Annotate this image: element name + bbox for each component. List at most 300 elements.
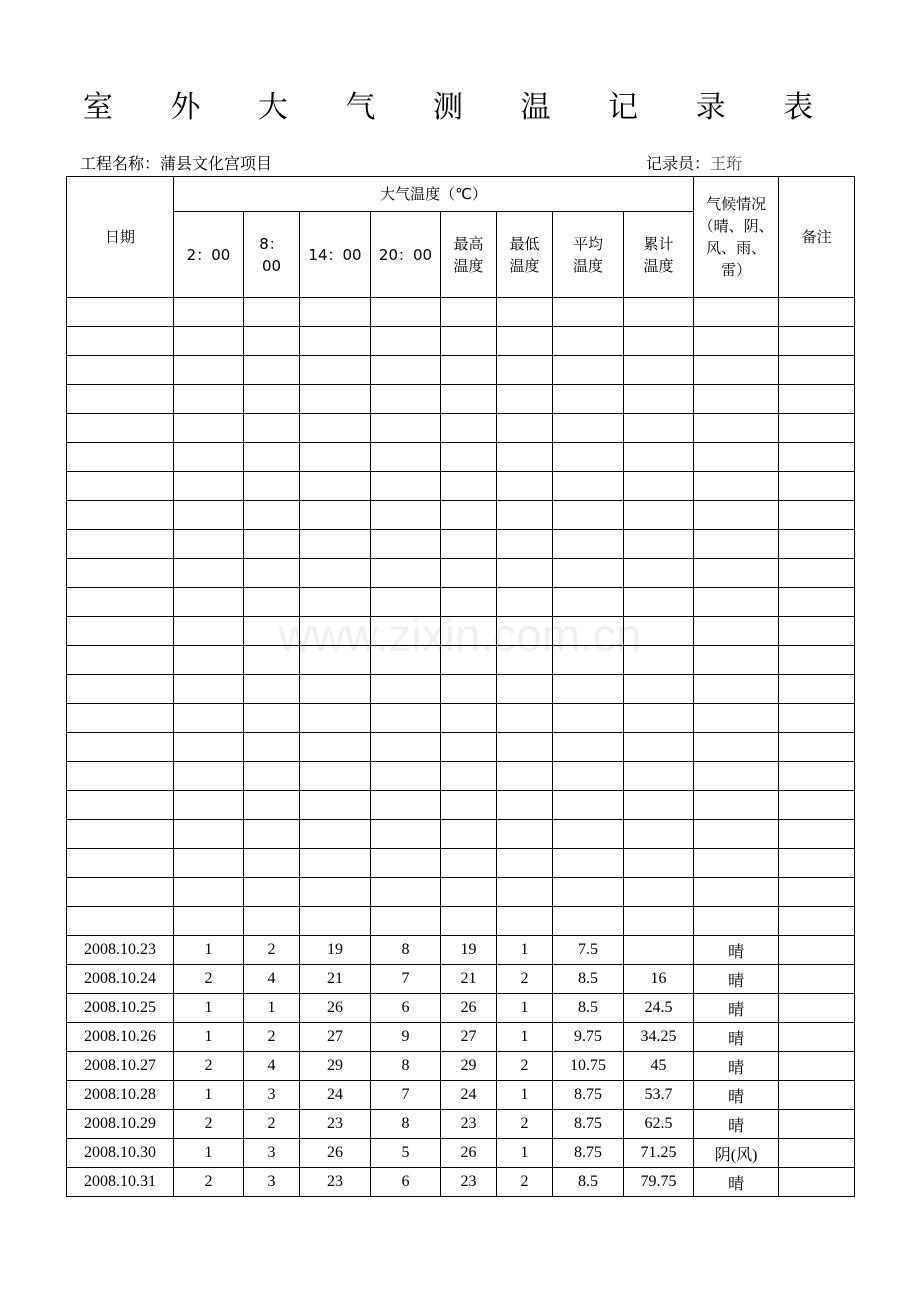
max-temp-cell xyxy=(441,327,497,356)
time-0200-cell xyxy=(174,356,244,385)
max-temp-cell xyxy=(441,675,497,704)
time-2000-cell: 9 xyxy=(371,1023,441,1052)
min-temp-cell xyxy=(497,588,553,617)
time-0800-cell xyxy=(244,791,300,820)
cumulative-temp-cell: 16 xyxy=(624,965,694,994)
max-temp-cell xyxy=(441,472,497,501)
time-1400-cell xyxy=(300,414,371,443)
min-temp-cell xyxy=(497,907,553,936)
date-cell xyxy=(67,762,174,791)
cumulative-temp-cell xyxy=(624,327,694,356)
max-temp-cell xyxy=(441,878,497,907)
max-temp-cell: 23 xyxy=(441,1110,497,1139)
time-1400-cell xyxy=(300,907,371,936)
project-name: 蒲县文化宫项目 xyxy=(160,154,273,173)
remarks-cell xyxy=(779,559,855,588)
avg-temp-cell xyxy=(553,501,624,530)
date-cell xyxy=(67,588,174,617)
max-temp-cell xyxy=(441,791,497,820)
min-temp-cell xyxy=(497,414,553,443)
time-2000-cell xyxy=(371,820,441,849)
min-temp-cell xyxy=(497,820,553,849)
time-2000-cell xyxy=(371,356,441,385)
time-1400-cell xyxy=(300,530,371,559)
avg-temp-header: 平均温度 xyxy=(553,212,624,298)
min-temp-cell: 2 xyxy=(497,965,553,994)
date-cell: 2008.10.27 xyxy=(67,1052,174,1081)
time-1400-cell xyxy=(300,617,371,646)
time-0800-header: 8：00 xyxy=(244,212,300,298)
avg-temp-cell xyxy=(553,820,624,849)
time-0800-cell: 3 xyxy=(244,1081,300,1110)
avg-temp-cell xyxy=(553,762,624,791)
min-temp-cell xyxy=(497,501,553,530)
remarks-cell xyxy=(779,820,855,849)
time-2000-cell xyxy=(371,501,441,530)
time-1400-cell: 19 xyxy=(300,936,371,965)
remarks-cell xyxy=(779,588,855,617)
time-2000-cell xyxy=(371,791,441,820)
time-2000-cell xyxy=(371,617,441,646)
remarks-cell xyxy=(779,878,855,907)
cumulative-temp-cell xyxy=(624,501,694,530)
max-temp-cell xyxy=(441,762,497,791)
date-cell: 2008.10.24 xyxy=(67,965,174,994)
temperature-log-table xyxy=(66,176,855,1197)
remarks-cell xyxy=(779,530,855,559)
remarks-cell xyxy=(779,965,855,994)
date-cell: 2008.10.31 xyxy=(67,1168,174,1197)
avg-temp-cell: 10.75 xyxy=(553,1052,624,1081)
time-0200-cell xyxy=(174,791,244,820)
date-cell xyxy=(67,878,174,907)
time-0800-cell: 3 xyxy=(244,1168,300,1197)
cumulative-temp-cell: 34.25 xyxy=(624,1023,694,1052)
min-temp-cell xyxy=(497,617,553,646)
table-row xyxy=(67,1139,855,1168)
time-0800-cell xyxy=(244,501,300,530)
cumulative-temp-cell xyxy=(624,878,694,907)
avg-temp-cell xyxy=(553,414,624,443)
time-1400-cell: 29 xyxy=(300,1052,371,1081)
time-0800-cell: 4 xyxy=(244,1052,300,1081)
remarks-cell xyxy=(779,646,855,675)
table-row-empty xyxy=(67,559,855,588)
date-cell: 2008.10.29 xyxy=(67,1110,174,1139)
min-temp-cell: 1 xyxy=(497,936,553,965)
max-temp-cell xyxy=(441,733,497,762)
max-temp-cell xyxy=(441,704,497,733)
cumulative-temp-cell xyxy=(624,820,694,849)
date-cell xyxy=(67,472,174,501)
avg-temp-cell xyxy=(553,443,624,472)
cumulative-temp-cell xyxy=(624,907,694,936)
cumulative-temp-cell xyxy=(624,617,694,646)
date-cell xyxy=(67,820,174,849)
avg-temp-cell: 8.75 xyxy=(553,1110,624,1139)
weather-cell xyxy=(694,472,779,501)
weather-cell xyxy=(694,733,779,762)
min-temp-cell: 1 xyxy=(497,994,553,1023)
avg-temp-cell xyxy=(553,385,624,414)
cumulative-temp-cell xyxy=(624,675,694,704)
min-temp-cell xyxy=(497,878,553,907)
temperature-group-header: 大气温度（℃） xyxy=(174,177,694,212)
time-1400-cell xyxy=(300,327,371,356)
time-1400-cell xyxy=(300,472,371,501)
date-cell xyxy=(67,617,174,646)
min-temp-cell xyxy=(497,675,553,704)
time-0800-cell xyxy=(244,414,300,443)
time-1400-cell xyxy=(300,849,371,878)
time-0200-cell xyxy=(174,414,244,443)
max-temp-cell: 26 xyxy=(441,994,497,1023)
time-1400-cell xyxy=(300,559,371,588)
avg-temp-cell xyxy=(553,646,624,675)
date-cell: 2008.10.25 xyxy=(67,994,174,1023)
time-0800-cell xyxy=(244,356,300,385)
time-0200-cell xyxy=(174,588,244,617)
min-temp-cell: 2 xyxy=(497,1168,553,1197)
time-2000-cell: 7 xyxy=(371,1081,441,1110)
recorder-name: 王珩 xyxy=(710,154,743,173)
weather-header: 气候情况（晴、阴、风、雨、雷） xyxy=(694,177,779,298)
table-row-empty xyxy=(67,298,855,327)
min-temp-cell xyxy=(497,791,553,820)
max-temp-cell xyxy=(441,298,497,327)
avg-temp-cell: 8.5 xyxy=(553,1168,624,1197)
min-temp-cell: 1 xyxy=(497,1139,553,1168)
table-row-empty xyxy=(67,327,855,356)
max-temp-cell xyxy=(441,385,497,414)
min-temp-cell xyxy=(497,849,553,878)
time-2000-cell xyxy=(371,385,441,414)
time-0800-cell xyxy=(244,675,300,704)
time-1400-cell xyxy=(300,501,371,530)
avg-temp-cell: 8.5 xyxy=(553,965,624,994)
remarks-cell xyxy=(779,443,855,472)
remarks-cell xyxy=(779,762,855,791)
time-0800-cell xyxy=(244,472,300,501)
cumulative-temp-cell xyxy=(624,356,694,385)
time-0800-cell xyxy=(244,762,300,791)
time-2000-cell xyxy=(371,530,441,559)
table-row-empty xyxy=(67,617,855,646)
weather-cell xyxy=(694,588,779,617)
weather-cell xyxy=(694,791,779,820)
max-temp-cell xyxy=(441,646,497,675)
max-temp-cell: 19 xyxy=(441,936,497,965)
time-0200-cell: 1 xyxy=(174,936,244,965)
weather-cell xyxy=(694,414,779,443)
max-temp-cell: 26 xyxy=(441,1139,497,1168)
cumulative-temp-cell xyxy=(624,704,694,733)
min-temp-cell xyxy=(497,356,553,385)
time-1400-cell xyxy=(300,820,371,849)
weather-cell xyxy=(694,704,779,733)
max-temp-cell: 23 xyxy=(441,1168,497,1197)
time-0800-cell: 2 xyxy=(244,1023,300,1052)
time-0200-cell xyxy=(174,385,244,414)
table-row-empty xyxy=(67,443,855,472)
time-2000-header: 20：00 xyxy=(371,212,441,298)
date-cell xyxy=(67,327,174,356)
min-temp-cell: 2 xyxy=(497,1110,553,1139)
time-0200-cell xyxy=(174,849,244,878)
cumulative-temp-cell xyxy=(624,472,694,501)
time-2000-cell: 8 xyxy=(371,936,441,965)
cumulative-temp-cell xyxy=(624,414,694,443)
time-0200-cell xyxy=(174,530,244,559)
table-row xyxy=(67,994,855,1023)
time-0800-cell xyxy=(244,907,300,936)
weather-cell: 晴 xyxy=(694,1081,779,1110)
remarks-cell xyxy=(779,501,855,530)
max-temp-cell xyxy=(441,501,497,530)
avg-temp-cell xyxy=(553,588,624,617)
min-temp-cell xyxy=(497,646,553,675)
time-1400-cell xyxy=(300,733,371,762)
table-row xyxy=(67,936,855,965)
time-1400-cell xyxy=(300,356,371,385)
date-cell xyxy=(67,646,174,675)
avg-temp-cell xyxy=(553,704,624,733)
time-0200-cell xyxy=(174,733,244,762)
table-body xyxy=(67,298,855,1197)
avg-temp-cell xyxy=(553,472,624,501)
cumulative-temp-cell xyxy=(624,936,694,965)
time-0200-cell xyxy=(174,559,244,588)
time-0800-cell xyxy=(244,617,300,646)
time-0800-cell xyxy=(244,878,300,907)
cumulative-temp-cell xyxy=(624,530,694,559)
date-cell xyxy=(67,791,174,820)
time-2000-cell xyxy=(371,559,441,588)
time-0800-cell: 2 xyxy=(244,936,300,965)
time-0200-cell xyxy=(174,327,244,356)
table-row-empty xyxy=(67,356,855,385)
avg-temp-cell xyxy=(553,733,624,762)
time-0800-cell xyxy=(244,704,300,733)
time-1400-cell xyxy=(300,791,371,820)
min-temp-cell xyxy=(497,733,553,762)
weather-cell xyxy=(694,356,779,385)
time-0200-cell: 2 xyxy=(174,1168,244,1197)
table-row xyxy=(67,1052,855,1081)
table-row-empty xyxy=(67,762,855,791)
table-row xyxy=(67,965,855,994)
remarks-cell xyxy=(779,1052,855,1081)
date-cell xyxy=(67,385,174,414)
table-row xyxy=(67,1168,855,1197)
time-2000-cell xyxy=(371,298,441,327)
max-temp-cell: 29 xyxy=(441,1052,497,1081)
weather-cell: 晴 xyxy=(694,994,779,1023)
time-0200-cell xyxy=(174,646,244,675)
weather-cell: 晴 xyxy=(694,1168,779,1197)
time-1400-cell xyxy=(300,646,371,675)
date-cell xyxy=(67,530,174,559)
min-temp-cell xyxy=(497,530,553,559)
max-temp-cell xyxy=(441,530,497,559)
remarks-cell xyxy=(779,1168,855,1197)
max-temp-cell xyxy=(441,414,497,443)
cumulative-temp-cell xyxy=(624,849,694,878)
time-0800-cell: 3 xyxy=(244,1139,300,1168)
time-0200-cell xyxy=(174,472,244,501)
time-2000-cell xyxy=(371,472,441,501)
remarks-cell xyxy=(779,704,855,733)
project-label: 工程名称： xyxy=(80,154,161,173)
weather-cell xyxy=(694,559,779,588)
recorder-label: 记录员： xyxy=(646,154,711,173)
table-row xyxy=(67,1110,855,1139)
max-temp-cell xyxy=(441,356,497,385)
min-temp-cell: 1 xyxy=(497,1023,553,1052)
min-temp-cell xyxy=(497,762,553,791)
remarks-cell xyxy=(779,617,855,646)
time-0800-cell xyxy=(244,646,300,675)
table-row xyxy=(67,1023,855,1052)
weather-cell: 晴 xyxy=(694,1052,779,1081)
time-2000-cell xyxy=(371,646,441,675)
min-temp-cell xyxy=(497,704,553,733)
max-temp-cell xyxy=(441,588,497,617)
remarks-cell xyxy=(779,1081,855,1110)
cumulative-temp-cell xyxy=(624,443,694,472)
weather-cell xyxy=(694,443,779,472)
time-0200-cell: 2 xyxy=(174,965,244,994)
time-0200-cell xyxy=(174,820,244,849)
weather-cell xyxy=(694,878,779,907)
time-0800-cell xyxy=(244,327,300,356)
avg-temp-cell xyxy=(553,907,624,936)
time-0200-cell: 1 xyxy=(174,1023,244,1052)
weather-cell xyxy=(694,646,779,675)
avg-temp-cell xyxy=(553,298,624,327)
avg-temp-cell xyxy=(553,530,624,559)
cumulative-temp-cell xyxy=(624,733,694,762)
cumulative-temp-cell: 71.25 xyxy=(624,1139,694,1168)
time-0200-cell: 1 xyxy=(174,1081,244,1110)
weather-cell xyxy=(694,849,779,878)
min-temp-cell xyxy=(497,472,553,501)
time-1400-cell xyxy=(300,878,371,907)
table-row-empty xyxy=(67,530,855,559)
time-0800-cell xyxy=(244,733,300,762)
weather-cell xyxy=(694,617,779,646)
time-0200-cell xyxy=(174,298,244,327)
time-2000-cell xyxy=(371,733,441,762)
table-row-empty xyxy=(67,791,855,820)
cumulative-temp-cell: 45 xyxy=(624,1052,694,1081)
date-cell xyxy=(67,414,174,443)
time-2000-cell xyxy=(371,327,441,356)
time-1400-cell xyxy=(300,385,371,414)
max-temp-cell xyxy=(441,820,497,849)
time-2000-cell: 6 xyxy=(371,994,441,1023)
avg-temp-cell xyxy=(553,356,624,385)
cumulative-temp-cell: 62.5 xyxy=(624,1110,694,1139)
avg-temp-cell: 8.75 xyxy=(553,1139,624,1168)
max-temp-cell: 27 xyxy=(441,1023,497,1052)
weather-cell: 晴 xyxy=(694,936,779,965)
time-0200-cell xyxy=(174,878,244,907)
table-row-empty xyxy=(67,646,855,675)
date-cell xyxy=(67,443,174,472)
min-temp-cell xyxy=(497,559,553,588)
remarks-cell xyxy=(779,791,855,820)
time-0200-cell xyxy=(174,501,244,530)
time-2000-cell: 6 xyxy=(371,1168,441,1197)
date-cell: 2008.10.23 xyxy=(67,936,174,965)
remarks-cell xyxy=(779,1110,855,1139)
time-1400-cell: 21 xyxy=(300,965,371,994)
cumulative-temp-cell xyxy=(624,646,694,675)
time-2000-cell xyxy=(371,414,441,443)
weather-cell xyxy=(694,675,779,704)
avg-temp-cell xyxy=(553,559,624,588)
weather-cell: 晴 xyxy=(694,965,779,994)
min-temp-header: 最低温度 xyxy=(497,212,553,298)
time-0800-cell xyxy=(244,443,300,472)
avg-temp-cell xyxy=(553,617,624,646)
time-0800-cell xyxy=(244,559,300,588)
cumulative-temp-header: 累计温度 xyxy=(624,212,694,298)
date-cell xyxy=(67,675,174,704)
cumulative-temp-cell xyxy=(624,588,694,617)
max-temp-cell xyxy=(441,907,497,936)
remarks-cell xyxy=(779,298,855,327)
table-row-empty xyxy=(67,385,855,414)
time-0800-cell xyxy=(244,530,300,559)
table-row-empty xyxy=(67,878,855,907)
time-2000-cell xyxy=(371,762,441,791)
table-row-empty xyxy=(67,501,855,530)
avg-temp-cell: 9.75 xyxy=(553,1023,624,1052)
max-temp-cell: 21 xyxy=(441,965,497,994)
time-1400-header: 14：00 xyxy=(300,212,371,298)
date-cell xyxy=(67,298,174,327)
time-1400-cell xyxy=(300,762,371,791)
remarks-cell xyxy=(779,907,855,936)
weather-cell: 阴(风) xyxy=(694,1139,779,1168)
table-row-empty xyxy=(67,472,855,501)
time-2000-cell: 8 xyxy=(371,1052,441,1081)
remarks-cell xyxy=(779,1023,855,1052)
date-cell xyxy=(67,849,174,878)
min-temp-cell: 2 xyxy=(497,1052,553,1081)
cumulative-temp-cell: 53.7 xyxy=(624,1081,694,1110)
date-cell xyxy=(67,356,174,385)
avg-temp-cell: 7.5 xyxy=(553,936,624,965)
avg-temp-cell: 8.75 xyxy=(553,1081,624,1110)
min-temp-cell xyxy=(497,385,553,414)
time-0800-cell: 2 xyxy=(244,1110,300,1139)
table-row-empty xyxy=(67,733,855,762)
watermark: www.zixin.com.cn xyxy=(278,609,642,661)
time-0200-cell: 2 xyxy=(174,1110,244,1139)
time-1400-cell xyxy=(300,704,371,733)
min-temp-cell xyxy=(497,298,553,327)
time-0200-cell: 1 xyxy=(174,1139,244,1168)
remarks-cell xyxy=(779,385,855,414)
time-1400-cell: 23 xyxy=(300,1168,371,1197)
cumulative-temp-cell xyxy=(624,762,694,791)
time-0800-cell: 4 xyxy=(244,965,300,994)
time-2000-cell xyxy=(371,878,441,907)
remarks-cell xyxy=(779,994,855,1023)
